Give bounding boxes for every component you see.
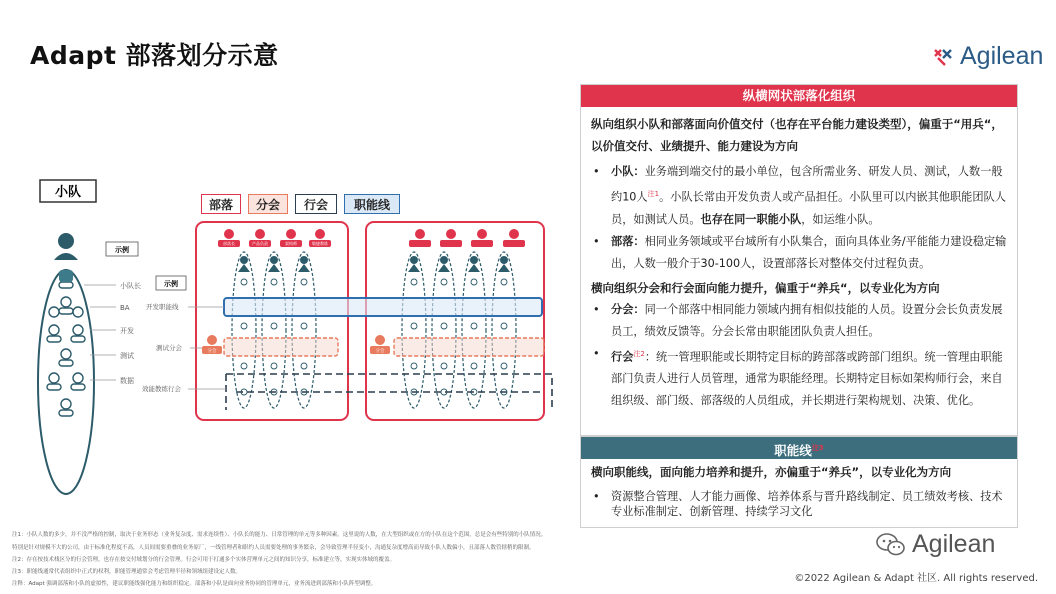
tribe-head-label: 敏捷教练 (312, 241, 328, 246)
watermark-text: Agilean (912, 530, 996, 558)
tribe-head-label: 架构师 (285, 241, 297, 246)
tribe-head-label: 产品负责 (252, 241, 268, 246)
vertical-org-subhead: 纵向组织小队和部落面向价值交付（也存在平台能力建设类型），偏重于“用兵“，以价值交付、业绩提升、能力建设为方向 (591, 117, 1003, 153)
squad-columns-1 (232, 252, 516, 408)
note-ref: 注2 (633, 349, 645, 358)
panel-header: 职能线$^{注3}$ (581, 437, 1017, 459)
wechat-watermark (876, 530, 995, 559)
wechat-icon (876, 532, 906, 558)
brand-logo (932, 42, 1043, 71)
tribe-bullet: • 部落：相同业务领域或平台域所有小队集合，面向具体业务/平能能力建设稳定输出，人数一般介于30-100人，设置部落长对整体交付过程负责。 (591, 231, 1007, 275)
guild-bullet: • 行会$^{注2}$：统一管理职能或长期特定目标的跨部落或跨部门组织。统一管理由职能部门负责人进行人员管理，通常为职能经理。长期特定目标如架构师行会，来自组织级、部门级、部落级的人员组成，并长期进行架构规划、决策、优化。 (591, 343, 1007, 413)
function-line-bullet: • 资源整合管理、人才能力画像、培养体系与晋升路线制定、员工绩效考核、技术专业标准制定、创新管理、持续学习文化 (591, 489, 1007, 519)
legend-function-tag: 职能线 (344, 194, 400, 214)
chapter-band-2 (394, 338, 544, 356)
squad-member-icons (241, 279, 507, 395)
organization-diagram (0, 170, 570, 530)
legend-tribe-tag: 部落 (201, 194, 241, 214)
panel-function-line (580, 436, 1018, 528)
tribe-head-label: 部落长 (223, 241, 235, 246)
chapter-band-1 (224, 338, 338, 356)
chapter-badge: 分会 (375, 349, 385, 354)
squad-members (47, 271, 85, 416)
row-label-guild: 效能教练行会 (142, 385, 181, 393)
tribe-box-2 (366, 222, 544, 420)
tribe-heads-2 (409, 229, 525, 247)
example-label-1: 示例 (115, 246, 129, 254)
squad-bullet-label: 小队： (611, 165, 645, 178)
footnote: 注3：职能线通常代表组织中正式的权利，职能管理通常会考虑管理半径和领域组建设定人数。 (12, 569, 242, 575)
squad-lead-head-icon (58, 233, 74, 249)
row-label-chapter: 测试分会 (156, 344, 182, 352)
horizontal-org-subhead: 横向组织分会和行会面向能力提升，偏重于“养兵“，以专业化为方向 (591, 280, 940, 295)
panel-tribal-org (580, 84, 1018, 436)
footnote: 特别是针对规模不大的公司，由于标准化程度不高，人员间需要重叠的业务原厂，一线管理者和职约人员需要处理的事务繁杂，会导致管理半径变小，沟通复杂度增高而导致小队人数偏小，且部落人数管辖稍的限制。 (12, 545, 535, 551)
chapter-badge: 分会 (207, 349, 217, 354)
legend-guild-tag: 行会 (295, 194, 337, 214)
function-line-subhead: 横向职能线，面向能力培养和提升，亦偏重于“养兵”，以专业化为方向 (591, 465, 952, 479)
panel-header: 纵横网状部落化组织 (581, 85, 1017, 107)
logo-text: Agilean (960, 42, 1044, 70)
legend-chapter-tag: 分会 (248, 194, 288, 214)
example-label-2: 示例 (164, 280, 178, 288)
copyright: ©2022 Agilean & Adapt 社区. All rights reserved. (794, 573, 1038, 584)
role-label: 小队长 (120, 282, 141, 290)
squad-ellipse (38, 270, 94, 494)
squad-label: 小队 (54, 185, 82, 200)
role-label: BA (120, 304, 130, 312)
function-line-band (224, 298, 542, 316)
squad-bullet: • 小队：业务端到端交付的最小单位，包含所需业务、研发人员、测试，人数一般约10人$^{注1}$。小队长常由开发负责人或产品担任。小队里可以内嵌其他职能团队人员，如测试人员。也存在同一职能小队，如运维小队。 (591, 161, 1007, 231)
chapter-bullet: • 分会：同一个部落中相同能力领域内拥有相似技能的人员。设置分会长负责发展员工，绩效反馈等。分会长常由职能团队负责人担任。 (591, 299, 1007, 343)
page-title: Adapt 部落划分示意 (30, 41, 279, 70)
note-ref: 注3 (811, 444, 824, 452)
note-ref: 注1 (647, 190, 660, 198)
squad-diagram (38, 233, 116, 494)
agilean-logo-icon (932, 46, 954, 68)
footnote: 注1：小队人数的多少，并不没严格的控制，取决于业务形态（业务复杂度、需求连续性）、小队长的能力、日常管理的单元等多种因素。这里说的人数，在大型组织或在方的小队在这个范围，总是会有些特别的小队情况。 (12, 532, 547, 538)
role-label: 数据 (120, 377, 134, 385)
footnote: 注2：存在按技术栈区分的行会管理，也存在按交付域划分的行会管理。行会可用于打通多个实体营理单元之间的知识分享，标准建立等，实现实体域的覆盖。 (12, 557, 396, 563)
row-label-function: 开发职能线 (146, 303, 179, 311)
role-label: 测试 (120, 352, 134, 360)
squad-lead-body-icon (54, 253, 78, 260)
role-label: 开发 (120, 327, 134, 335)
guild-band (226, 374, 552, 410)
footnote: 注释：Adapt 强调部落和小队的虚拟性，建议职能线强化能力和组织稳定。部落和小队是面向业务协同的管理单元，业务流进到部落和小队阵型调整。 (12, 581, 377, 587)
